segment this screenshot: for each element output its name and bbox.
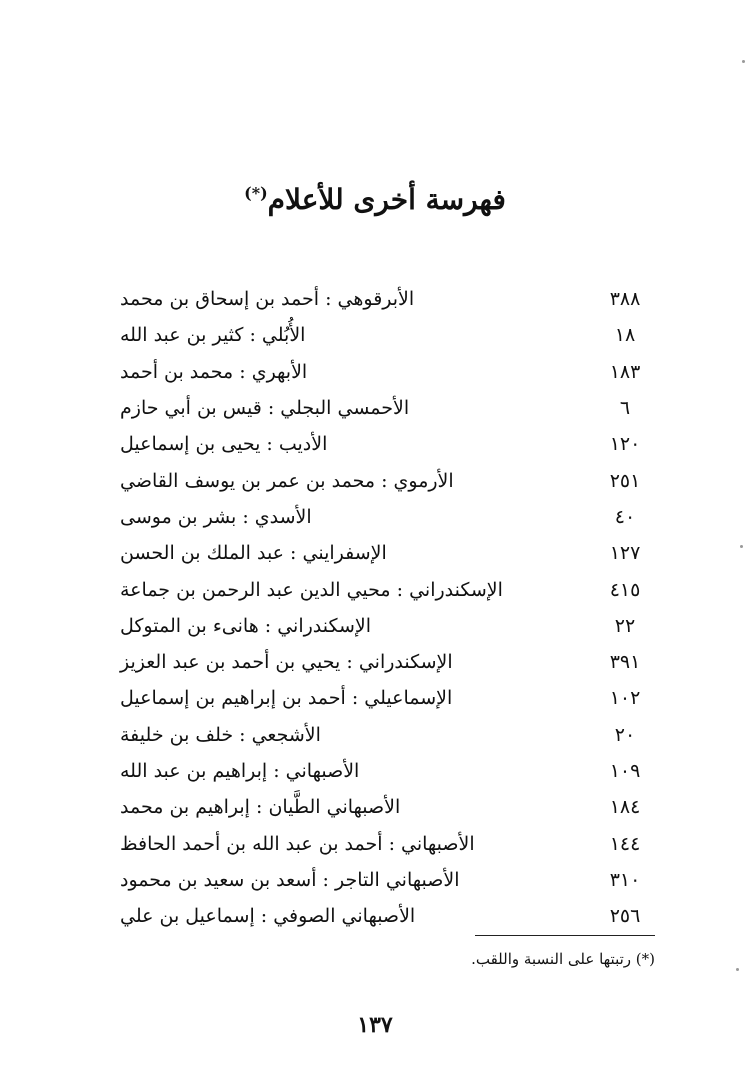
entry-page-number: ٢٥٦ xyxy=(609,905,641,928)
index-entry xyxy=(120,789,655,825)
entry-page-number: ١٠٩ xyxy=(609,760,641,782)
entry-name: الإسفرايني : عبد الملك بن الحسن xyxy=(120,542,387,565)
entry-name: الأرموي : محمد بن عمر بن يوسف القاضي xyxy=(120,469,454,492)
index-entry xyxy=(120,644,655,680)
entry-page-number: ٢٥١ xyxy=(609,469,641,492)
index-entry xyxy=(120,825,655,861)
entry-name: الأصبهاني : أحمد بن عبد الله بن أحمد الحافظ xyxy=(120,832,475,855)
title-text: فهرسة أخرى للأعلام xyxy=(267,183,506,216)
entry-page-number: ١٨٤ xyxy=(609,796,641,819)
scan-speck xyxy=(742,60,745,63)
entry-page-number: ١٢٠ xyxy=(609,433,641,456)
entry-name: الأبرقوهي : أحمد بن إسحاق بن محمد xyxy=(120,288,415,311)
scan-speck xyxy=(740,545,743,548)
entry-name: الأحمسي البجلي : قيس بن أبي حازم xyxy=(120,397,410,420)
entry-name: الإسكندراني : محيي الدين عبد الرحمن بن جماعة xyxy=(120,578,503,601)
index-entry xyxy=(120,317,655,353)
entry-name: الأسدي : بشر بن موسى xyxy=(120,505,312,528)
index-entry xyxy=(120,862,655,898)
entry-page-number: ١٨ xyxy=(614,324,636,347)
index-entry xyxy=(120,390,655,426)
entry-name: الإسماعيلي : أحمد بن إبراهيم بن إسماعيل xyxy=(120,687,453,710)
scan-speck xyxy=(736,968,739,971)
index-entry xyxy=(120,426,655,462)
footnote-divider xyxy=(475,935,655,936)
entry-page-number: ١٨٣ xyxy=(609,360,641,383)
entry-name: الإسكندراني : يحيي بن أحمد بن عبد العزيز xyxy=(120,651,453,674)
index-entry xyxy=(120,898,655,934)
entry-page-number: ٦ xyxy=(619,397,631,420)
entry-page-number: ٣٨٨ xyxy=(609,288,641,311)
entry-name: الأصبهاني التاجر : أسعد بن سعيد بن محمود xyxy=(120,868,460,891)
entry-page-number: ٤١٥ xyxy=(609,578,641,601)
index-entry xyxy=(120,608,655,644)
index-list xyxy=(120,281,655,934)
title-footnote-mark: (*) xyxy=(244,183,268,203)
entry-page-number: ٤٠ xyxy=(614,505,636,528)
entry-name: الأُبُلي : كثير بن عبد الله xyxy=(120,324,306,347)
entry-name: الأصبهاني : إبراهيم بن عبد الله xyxy=(120,760,360,782)
index-entry xyxy=(120,462,655,498)
page-title xyxy=(0,183,750,216)
index-entry xyxy=(120,717,655,753)
index-entry xyxy=(120,680,655,716)
entry-page-number: ٣٩١ xyxy=(609,651,641,674)
entry-name: الأصبهاني الطَّيان : إبراهيم بن محمد xyxy=(120,796,401,819)
entry-name: الإسكندراني : هانىء بن المتوكل xyxy=(120,614,372,637)
index-entry xyxy=(120,354,655,390)
index-entry xyxy=(120,571,655,607)
index-entry xyxy=(120,281,655,317)
page-number: ١٣٧ xyxy=(357,1012,393,1038)
entry-page-number: ٣١٠ xyxy=(609,868,641,891)
entry-name: الأديب : يحيى بن إسماعيل xyxy=(120,433,328,456)
footnote: (*) رتبتها على النسبة واللقب. xyxy=(471,950,655,968)
entry-page-number: ٢٠ xyxy=(614,723,636,746)
entry-name: الأشجعي : خلف بن خليفة xyxy=(120,723,321,746)
entry-page-number: ٢٢ xyxy=(614,614,636,637)
index-entry xyxy=(120,753,655,789)
entry-name: الأبهري : محمد بن أحمد xyxy=(120,360,308,383)
entry-page-number: ١٠٢ xyxy=(609,687,641,710)
entry-name: الأصبهاني الصوفي : إسماعيل بن علي xyxy=(120,905,416,928)
index-entry xyxy=(120,499,655,535)
entry-page-number: ١٤٤ xyxy=(609,832,641,855)
index-entry xyxy=(120,535,655,571)
entry-page-number: ١٢٧ xyxy=(609,542,641,565)
